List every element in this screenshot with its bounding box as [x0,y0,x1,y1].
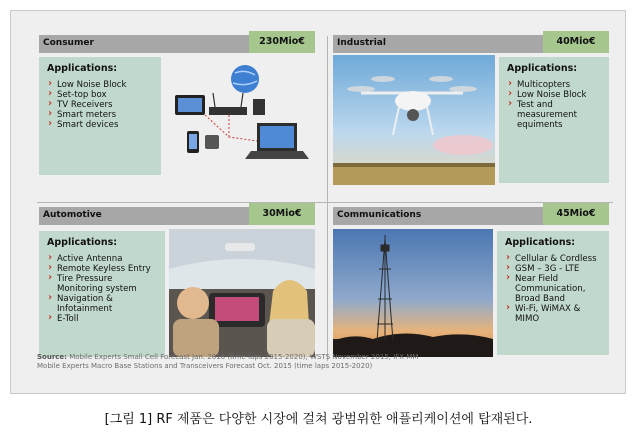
list-item: › TV Receivers [47,100,153,110]
globe-icon [231,65,259,93]
list-item: › Smart devices [47,120,153,130]
rear-view-mirror-icon [225,243,255,251]
source-line-2: Mobile Experts Macro Base Stations and Transceivers Forecast Oct. 2015 (time laps 2015-2020) [37,362,373,370]
list-item: Monitoring system [57,284,137,294]
source-line-1: Mobile Experts Small Cell Forecast Jan. 2016 (time laps 2015-2020), WSTS November 2015, IFX MM [69,353,419,361]
industrial-title: Industrial [337,38,386,48]
industrial-apps-title: Applications: [507,63,578,74]
consumer-applications [39,57,161,175]
communications-applications [497,231,609,355]
list-item: › Test and [507,100,601,110]
quadrant-industrial [333,35,609,185]
list-item: Communication, [515,284,586,294]
list-item: › Active Antenna [47,254,157,264]
smart-meter-icon [205,135,219,149]
list-item: › Remote Keyless Entry [47,264,157,274]
automotive-title: Automotive [43,210,102,220]
consumer-devices-illustration [169,57,311,177]
list-item: › Set-top box [47,90,153,100]
list-item: › Tire Pressure [47,274,157,284]
figure-caption: [그림 1] RF 제품은 다양한 시장에 걸쳐 광범위한 애플리케이션에 탑재된다. [104,412,533,427]
drone-photo [333,55,495,185]
list-item: equiments [517,120,563,130]
automotive-apps-title: Applications: [47,237,118,248]
vertical-divider [327,36,328,361]
cell-tower-photo [333,229,493,357]
router-icon [253,99,265,115]
list-item: › Low Noise Block [507,90,601,100]
list-item: › E-Toll [47,314,157,324]
consumer-title: Consumer [43,38,94,48]
car-interior-photo [169,229,315,357]
list-item: › Navigation & [47,294,157,304]
list-item: › Low Noise Block [47,80,153,90]
list-item: › Cellular & Cordless [505,254,601,264]
industrial-value-badge: 40Mio€ [543,31,609,53]
communications-header [333,207,609,225]
communications-title: Communications [337,210,422,220]
list-item: MIMO [515,314,540,324]
market-figure [10,10,626,394]
communications-apps-title: Applications: [505,237,576,248]
industrial-applications [499,57,609,183]
list-item: measurement [517,110,577,120]
consumer-value-badge: 230Mio€ [249,31,315,53]
quadrant-consumer [39,35,315,185]
quadrant-communications [333,207,609,357]
list-item: › Wi-Fi, WiMAX & [505,304,601,314]
list-item: › GSM – 3G - LTE [505,264,601,274]
source-label: Source: [37,353,67,361]
automotive-header [39,207,315,225]
communications-value-badge: 45Mio€ [543,203,609,225]
source-note [37,353,418,371]
list-item: Infotainment [57,304,113,314]
industrial-header [333,35,609,53]
set-top-box-icon [209,107,247,115]
list-item: Broad Band [515,294,566,304]
consumer-header [39,35,315,53]
automotive-value-badge: 30Mio€ [249,203,315,225]
horizontal-divider [37,202,613,203]
list-item: › Multicopters [507,80,601,90]
consumer-apps-title: Applications: [47,63,118,74]
list-item: › Smart meters [47,110,153,120]
automotive-applications [39,231,165,357]
list-item: › Near Field [505,274,601,284]
quadrant-automotive [39,207,315,357]
